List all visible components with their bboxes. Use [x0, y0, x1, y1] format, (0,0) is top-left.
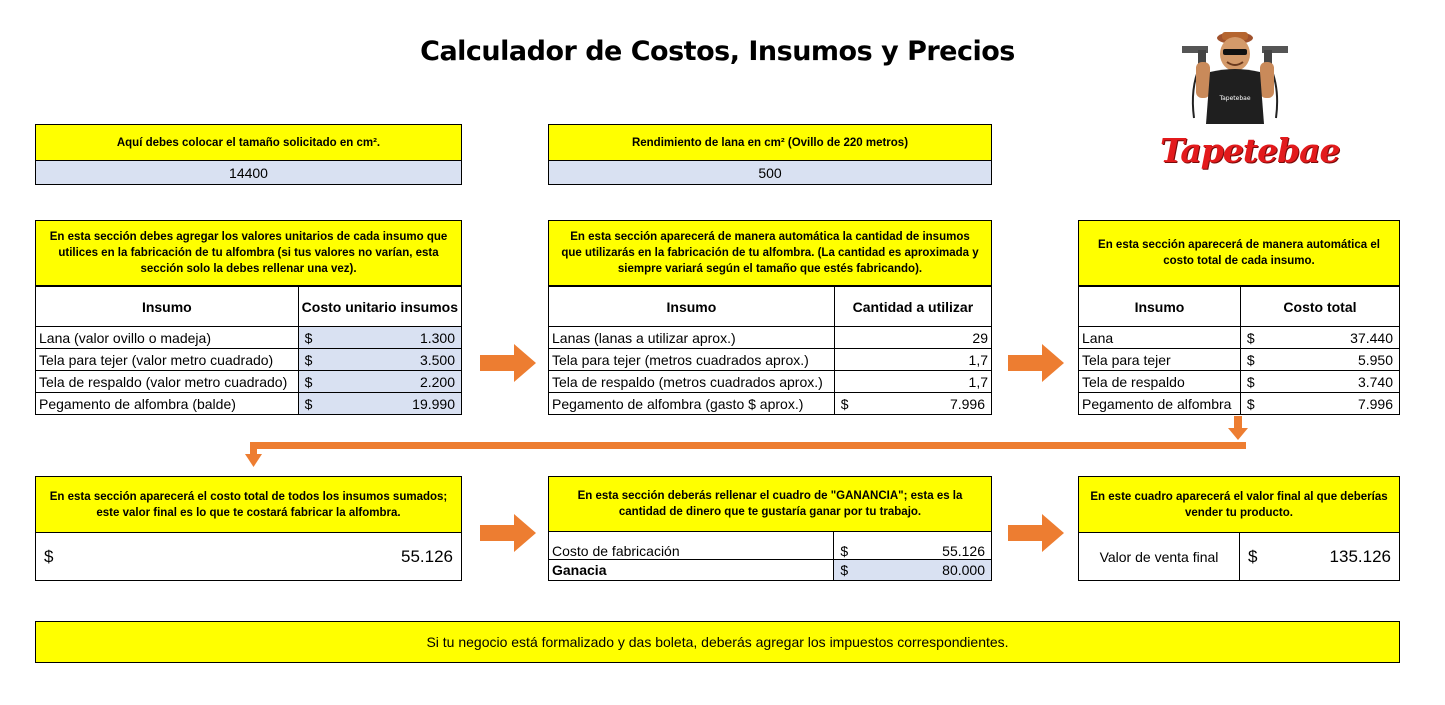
- unit-cost-input[interactable]: [298, 393, 461, 415]
- currency-symbol: $: [840, 395, 849, 412]
- row-label: Lanas (lanas a utilizar aprox.): [549, 327, 835, 349]
- row-label: Pegamento de alfombra: [1079, 393, 1241, 415]
- total-cost-value: 5.950: [1357, 351, 1393, 368]
- row-label: Tela de respaldo (metros cuadrados aprox.): [549, 371, 835, 393]
- table-row: [36, 349, 462, 371]
- row-label: Tela de respaldo: [1079, 371, 1241, 393]
- currency-symbol: $: [304, 329, 313, 346]
- row-label: Pegamento de alfombra (gasto $ aprox.): [549, 393, 835, 415]
- final-box-header: En este cuadro aparecerá el valor final al que deberías vender tu producto.: [1079, 477, 1399, 532]
- table-row: [549, 531, 992, 559]
- total-costs-header: En esta sección aparecerá de manera automática el costo total de cada insumo.: [1078, 220, 1400, 286]
- manufacturing-cost-cell: [834, 531, 992, 559]
- currency-symbol: $: [1246, 329, 1255, 346]
- profit-input[interactable]: [834, 559, 992, 580]
- row-label: Lana (valor ovillo o madeja): [36, 327, 299, 349]
- size-box: [35, 124, 462, 185]
- final-box: [1078, 476, 1400, 581]
- table-row: [36, 327, 462, 349]
- row-label: Lana: [1079, 327, 1241, 349]
- total-cost-cell: [1240, 393, 1399, 415]
- currency-symbol: $: [840, 542, 849, 559]
- row-label: Pegamento de alfombra (balde): [36, 393, 299, 415]
- tapetebae-logo: [1160, 28, 1340, 188]
- unit-cost-value: 19.990: [412, 395, 455, 412]
- final-value-cell: [1240, 533, 1399, 580]
- currency-symbol: $: [1246, 373, 1255, 390]
- table-row: [36, 393, 462, 415]
- size-box-header: Aquí debes colocar el tamaño solicitado en cm².: [36, 125, 461, 160]
- quantity-value: 1,7: [834, 349, 991, 371]
- total-cost-cell: [1240, 327, 1399, 349]
- yield-box-header: Rendimiento de lana en cm² (Ovillo de 220 metros): [549, 125, 991, 160]
- table-row: [1079, 349, 1400, 371]
- total-cost-value: 7.996: [1357, 395, 1393, 412]
- quantity-cell: [834, 393, 991, 415]
- quantity-value: 7.996: [949, 395, 985, 412]
- col-header-insumo: Insumo: [36, 287, 299, 327]
- currency-symbol: $: [304, 395, 313, 412]
- currency-symbol: $: [1246, 351, 1255, 368]
- row-label: Tela de respaldo (valor metro cuadrado): [36, 371, 299, 393]
- total-cost-value: 37.440: [1350, 329, 1393, 346]
- currency-symbol: $: [840, 561, 849, 578]
- table-row: [1079, 393, 1400, 415]
- quantity-value: 29: [834, 327, 991, 349]
- table-row: [36, 371, 462, 393]
- total-cost-cell: [1240, 371, 1399, 393]
- quantities-table: [548, 286, 992, 415]
- col-header-total-cost: Costo total: [1240, 287, 1399, 327]
- currency-symbol: $: [1246, 395, 1255, 412]
- row-label: Ganacia: [549, 559, 834, 580]
- sum-box: [35, 476, 462, 581]
- sum-total-value: 55.126: [401, 546, 453, 566]
- final-value: 135.126: [1329, 546, 1391, 566]
- unit-cost-value: 3.500: [419, 351, 455, 368]
- unit-cost-value: 2.200: [419, 373, 455, 390]
- col-header-quantity: Cantidad a utilizar: [834, 287, 991, 327]
- profit-value: 80.000: [942, 561, 985, 578]
- unit-costs-header: En esta sección debes agregar los valores unitarios de cada insumo que utilices en la fabricación de tu alfombra (si tus valores no varían, esta sección solo la debes rellenar una vez).: [35, 220, 462, 286]
- row-label: Tela para tejer: [1079, 349, 1241, 371]
- final-value-label: Valor de venta final: [1079, 533, 1240, 580]
- arrow-right-icon: [1008, 514, 1064, 552]
- arrow-right-icon: [480, 514, 536, 552]
- mascot-icon: [1160, 28, 1310, 138]
- profit-box-header: En esta sección deberás rellenar el cuadro de "GANANCIA"; esta es la cantidad de dinero que te gustaría ganar por tu trabajo.: [548, 476, 992, 532]
- currency-symbol: $: [44, 546, 54, 566]
- unit-cost-input[interactable]: [298, 371, 461, 393]
- col-header-insumo: Insumo: [1079, 287, 1241, 327]
- unit-costs-table: [35, 286, 462, 415]
- unit-cost-input[interactable]: [298, 327, 461, 349]
- table-row: [549, 393, 992, 415]
- row-label: Tela para tejer (valor metro cuadrado): [36, 349, 299, 371]
- manufacturing-cost-value: 55.126: [942, 542, 985, 559]
- unit-cost-input[interactable]: [298, 349, 461, 371]
- logo-text: Tapetebae: [1160, 131, 1340, 170]
- unit-cost-value: 1.300: [419, 329, 455, 346]
- table-row: [1079, 371, 1400, 393]
- table-row: [549, 349, 992, 371]
- arrow-right-icon: [480, 344, 536, 382]
- size-input[interactable]: 14400: [36, 160, 461, 184]
- table-row: [549, 327, 992, 349]
- table-row: [1079, 327, 1400, 349]
- quantities-header: En esta sección aparecerá de manera automática la cantidad de insumos que utilizarás en la fabricación de tu alfombra. (La cantidad es aproximada y siempre variará según el tamaño que estés fabricando).: [548, 220, 992, 286]
- yield-box: [548, 124, 992, 185]
- sum-total: [36, 532, 461, 580]
- col-header-unit-cost: Costo unitario insumos: [298, 287, 461, 327]
- currency-symbol: $: [304, 351, 313, 368]
- profit-table: [548, 531, 992, 581]
- shirt-text: Tapetebae: [1219, 95, 1251, 102]
- tax-note: Si tu negocio está formalizado y das boleta, deberás agregar los impuestos correspondientes.: [35, 621, 1400, 663]
- total-cost-cell: [1240, 349, 1399, 371]
- row-label: Tela para tejer (metros cuadrados aprox.): [549, 349, 835, 371]
- connector-arrow-icon: [244, 416, 1250, 468]
- arrow-right-icon: [1008, 344, 1064, 382]
- row-label: Costo de fabricación: [549, 531, 834, 559]
- table-row: [549, 371, 992, 393]
- currency-symbol: $: [1248, 546, 1258, 566]
- col-header-insumo: Insumo: [549, 287, 835, 327]
- page-title: Calculador de Costos, Insumos y Precios: [420, 36, 1015, 67]
- total-cost-value: 3.740: [1357, 373, 1393, 390]
- total-costs-table: [1078, 286, 1400, 415]
- quantity-value: 1,7: [834, 371, 991, 393]
- sum-box-header: En esta sección aparecerá el costo total de todos los insumos sumados; este valor final es lo que te costará fabricar la alfombra.: [36, 477, 461, 532]
- currency-symbol: $: [304, 373, 313, 390]
- table-row: [549, 559, 992, 580]
- yield-input[interactable]: 500: [549, 160, 991, 184]
